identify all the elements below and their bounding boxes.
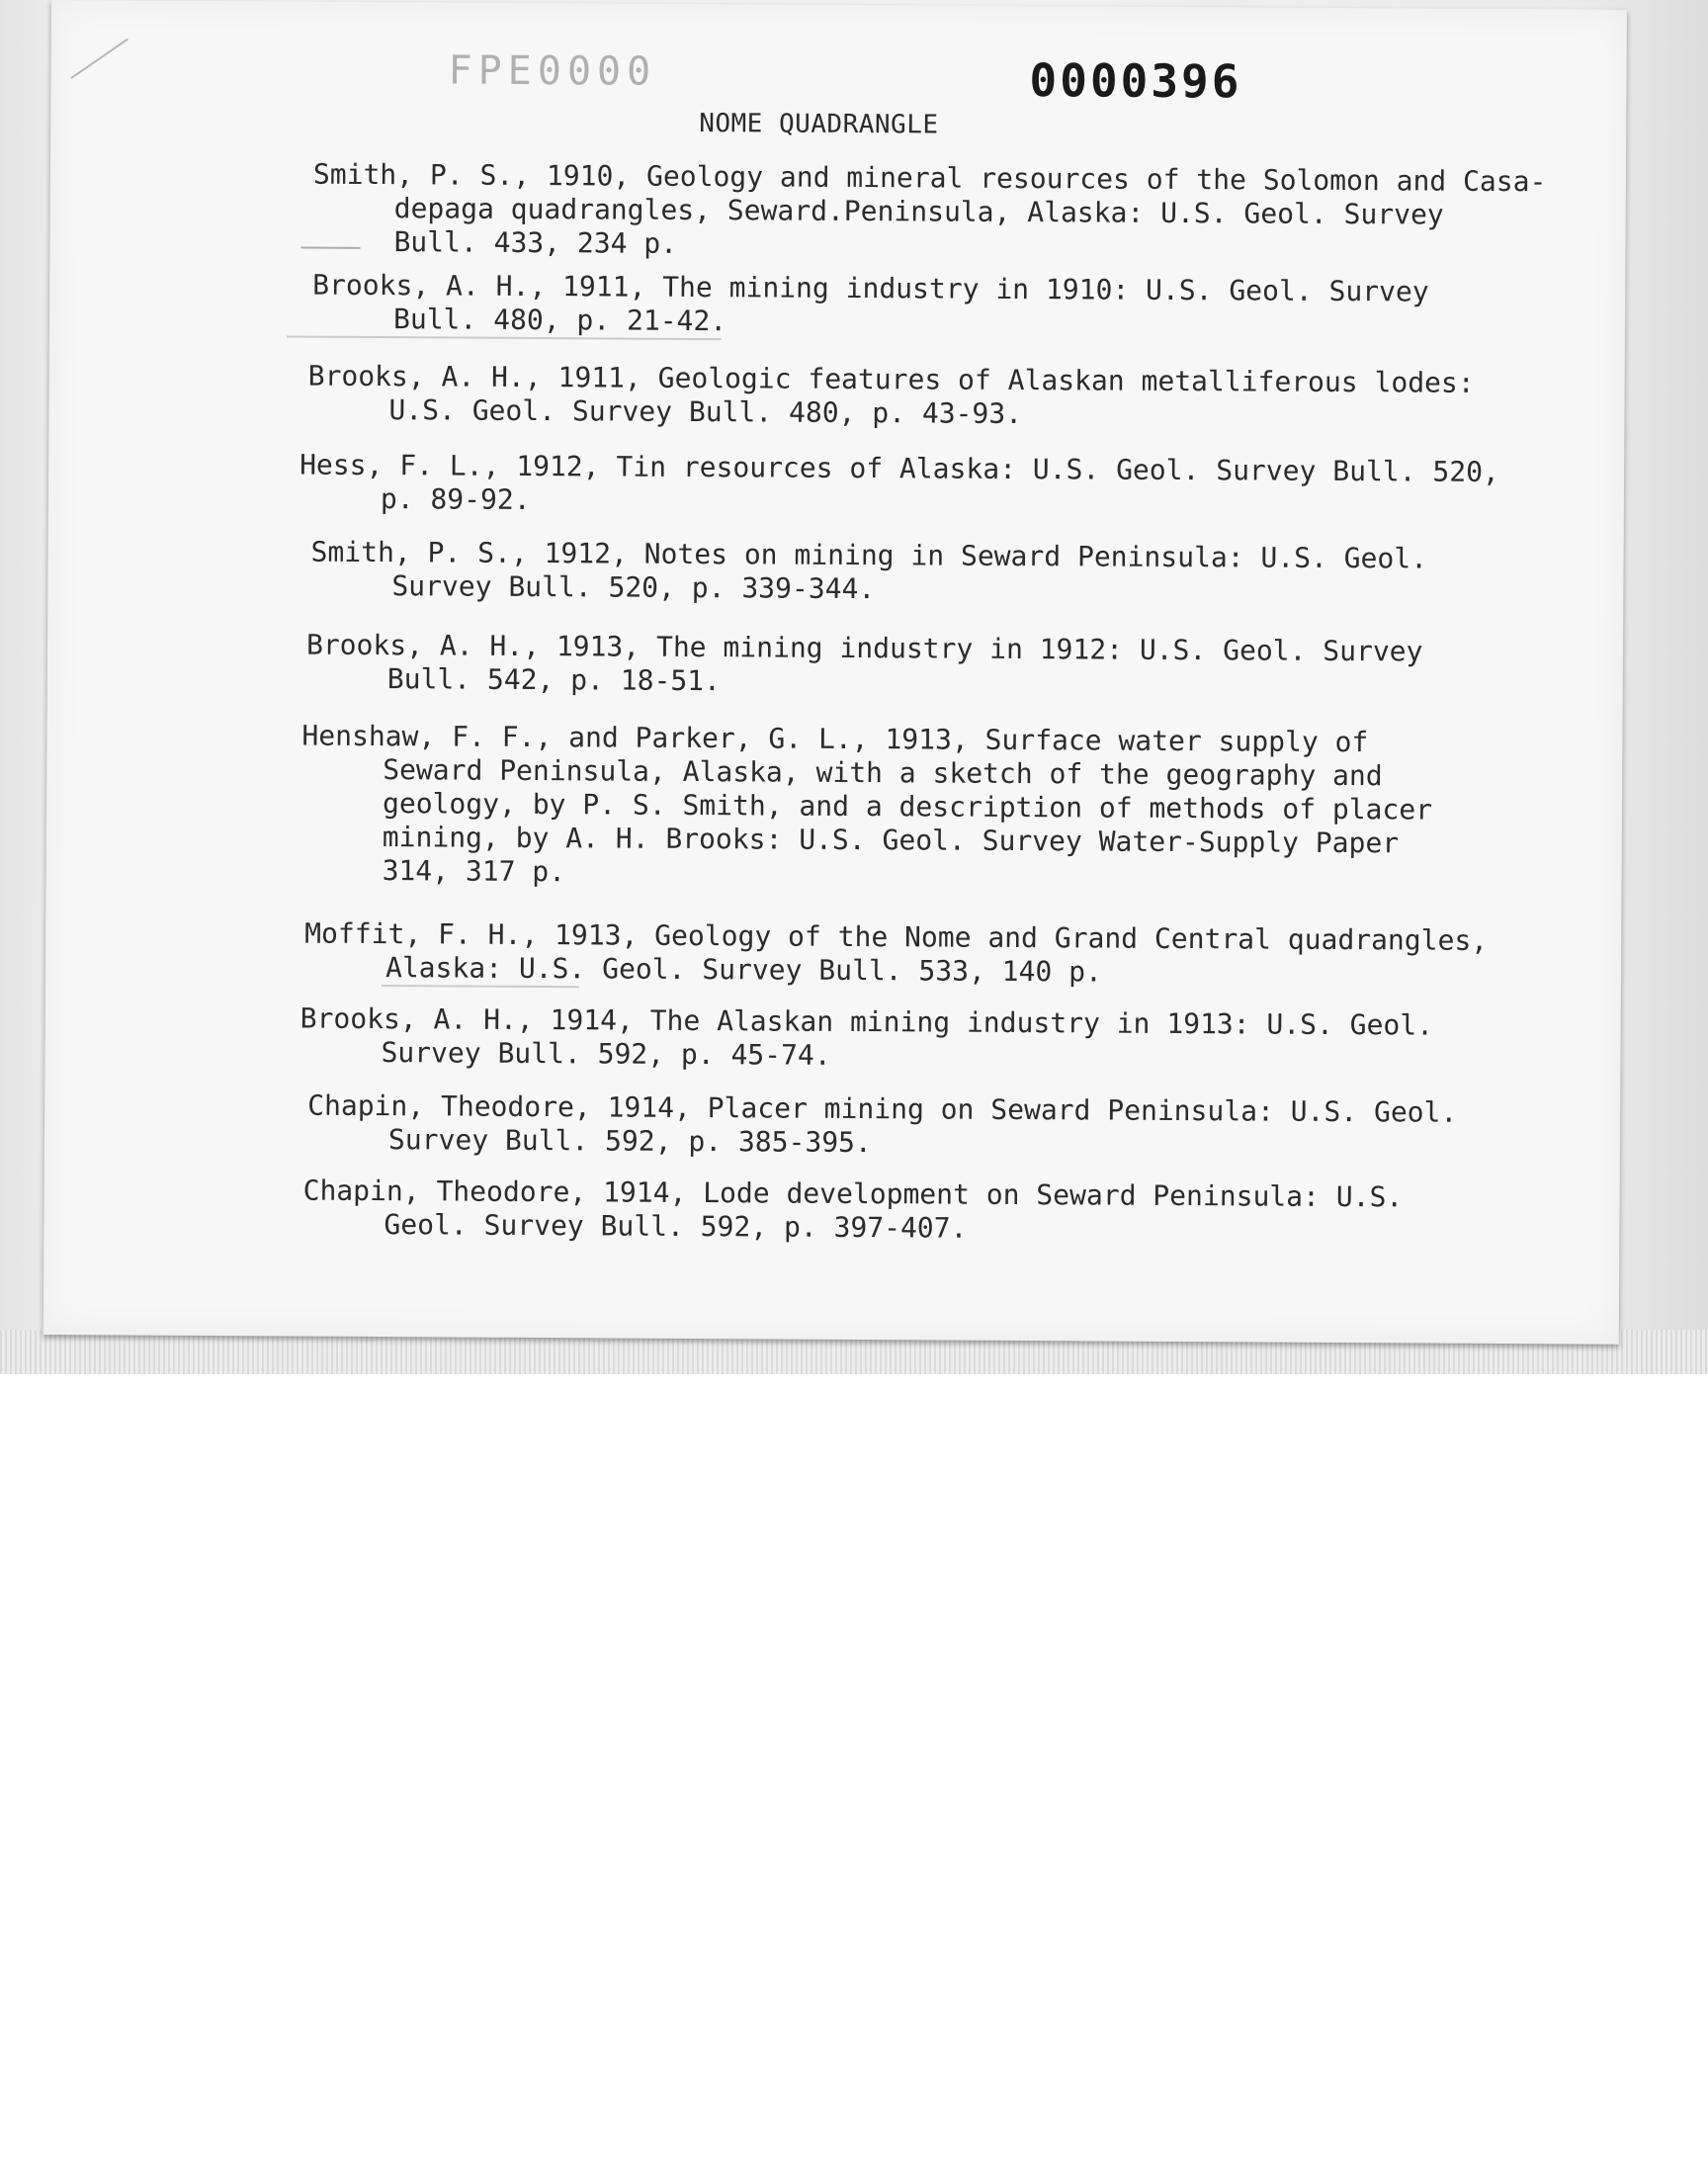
reference-line: Brooks, A. H., 1913, The mining industry in 1912: U.S. Geol. Survey xyxy=(305,628,1423,668)
reference-entry-11 xyxy=(302,1174,1403,1249)
reference-entry-2 xyxy=(312,269,1429,343)
reference-line: Survey Bull. 520, p. 339-344. xyxy=(391,569,876,606)
reference-line: Brooks, A. H., 1911, The mining industry in 1910: U.S. Geol. Survey xyxy=(312,268,1429,308)
reference-entry-6 xyxy=(306,629,1423,703)
reference-line: Seward Peninsula, Alaska, with a sketch of the geography and xyxy=(383,753,1383,793)
reference-line: Survey Bull. 592, p. 45-74. xyxy=(381,1036,831,1072)
reference-entry-5 xyxy=(310,536,1427,610)
reference-line: Alaska: U.S. Geol. Survey Bull. 533, 140 p. xyxy=(384,951,1102,989)
reference-entry-10 xyxy=(307,1089,1458,1164)
reference-line: Brooks, A. H., 1914, The Alaskan mining industry in 1913: U.S. Geol. xyxy=(299,1001,1434,1042)
reference-line: Bull. 542, p. 18-51. xyxy=(386,662,722,698)
reference-entry-3 xyxy=(307,360,1474,434)
index-card xyxy=(43,0,1627,1345)
reference-entry-8 xyxy=(304,917,1488,992)
reference-line: Moffit, F. H., 1913, Geology of the Nome and Grand Central quadrangles, xyxy=(304,916,1489,957)
reference-line: Chapin, Theodore, 1914, Placer mining on Seward Peninsula: U.S. Geol. xyxy=(307,1088,1458,1129)
reference-line: Bull. 433, 234 p. xyxy=(393,225,678,260)
reference-line: geology, by P. S. Smith, and a description of methods of placer xyxy=(382,787,1433,826)
reference-entry-7 xyxy=(301,720,1433,895)
reference-entry-4 xyxy=(299,449,1499,523)
scan-mark xyxy=(300,247,360,249)
reference-line: Geol. Survey Bull. 592, p. 397-407. xyxy=(384,1208,968,1245)
reference-line: Hess, F. L., 1912, Tin resources of Alaska: U.S. Geol. Survey Bull. 520, xyxy=(299,448,1499,488)
reference-line: mining, by A. H. Brooks: U.S. Geol. Survey Water-Supply Paper xyxy=(382,821,1400,860)
reference-line: depaga quadrangles, Seward.Peninsula, Alaska: U.S. Geol. Survey xyxy=(393,192,1444,231)
reference-line: Smith, P. S., 1910, Geology and mineral resources of the Solomon and Casa- xyxy=(312,157,1547,199)
scan-mark xyxy=(70,39,128,79)
faint-stamp-code: FPE0000 xyxy=(448,47,657,95)
reference-line: Henshaw, F. F., and Parker, G. L., 1913, Surface water supply of xyxy=(301,719,1369,759)
reference-line: U.S. Geol. Survey Bull. 480, p. 43-93. xyxy=(388,393,1023,431)
document-number-stamp: 0000396 xyxy=(1029,53,1242,109)
reference-line: 314, 317 p. xyxy=(382,854,566,889)
reference-line: Bull. 480, p. 21-42. xyxy=(392,303,727,338)
reference-line: Brooks, A. H., 1911, Geologic features of Alaskan metalliferous lodes: xyxy=(307,359,1475,399)
reference-entry-9 xyxy=(299,1002,1433,1077)
reference-line: Chapin, Theodore, 1914, Lode development on Seward Peninsula: U.S. xyxy=(302,1174,1404,1214)
reference-line: Survey Bull. 592, p. 385-395. xyxy=(387,1123,872,1160)
reference-line: Smith, P. S., 1912, Notes on mining in Seward Peninsula: U.S. Geol. xyxy=(310,535,1428,575)
reference-line: p. 89-92. xyxy=(380,482,531,516)
page-title: NOME QUADRANGLE xyxy=(699,109,939,140)
reference-entry-1 xyxy=(312,158,1546,267)
scan-mark xyxy=(382,985,579,988)
